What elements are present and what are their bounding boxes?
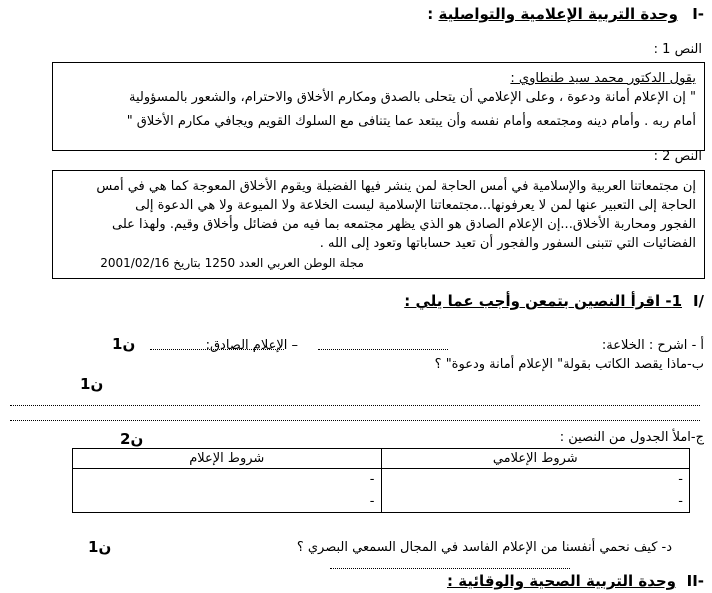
text2-line-2: الحاجة إلى التعبير عنها لمن لا يعرفونها...مجتمعاتنا الإسلامية ليست الخلاعة ولا الميوعة ولا هي الدعوة إلى [135,198,696,213]
table-cell-ilam-1[interactable]: - [73,469,382,491]
question-b-points: 1ن [80,375,104,393]
text2-line-3: الفجور ومحاربة الأخلاق...إن الإعلام الصادق هو الذي يظهر مجتمعه بما فيه من فضائل وأخلاق وقيم. ولهذا على [112,217,696,232]
question-a-points: 1ن [112,335,136,353]
part1-number: I/ [692,292,704,310]
text2-line-1: إن مجتمعاتنا العربية والإسلامية في أمس الحاجة لمن ينشر فيها الفضيلة ويقوم الأخلاق المعوجة كما هي في أمس [96,179,696,194]
text1-box [52,62,705,151]
section1-colon: : [427,5,434,23]
text2-line-4: الفضائيات التي تتبنى السفور والفجور أن تعيد حساباتها وتعود إلى الله . [319,236,696,251]
question-b: ب-ماذا يقصد الكاتب بقولة" الإعلام أمانة ودعوة" ؟ [434,357,704,372]
section1-title [427,5,678,23]
question-a: أ - اشرح : الخلاعة: [601,338,704,353]
answer-line-khalaa[interactable] [318,349,448,350]
text1-intro: يقول الدكتور محمد سيد طنطاوي : [510,71,696,86]
table-cell-ilam-2[interactable]: - [73,491,382,513]
question-c-points: 2ن [120,430,144,448]
text1-line-2: أمام ربه . وأمام دينه ومجتمعه وأمام نفسه وأن يبتعد عما يتنافى مع السلوك القويم ويجافي مكارم الأخلاق " [126,114,696,129]
question-a-part2: – الإعلام الصادق: [205,338,298,353]
answer-line-b-2[interactable] [10,420,700,421]
question-d-points: 1ن [88,538,112,556]
table-header-ilam: شروط الإعلام [73,449,382,469]
section1-number: I- [692,5,704,23]
text2-label: النص 2 : [653,149,702,164]
answer-line-d[interactable] [330,568,570,569]
table-header-ilami: شروط الإعلامي [381,449,690,469]
text2-source: مجلة الوطن العربي العدد 1250 بتاريخ 2001/02/16 [100,256,364,270]
question-c: ج-املأ الجدول من النصين : [559,430,704,445]
text2-box [52,170,705,279]
table-cell-ilami-1[interactable]: - [381,469,690,491]
text1-line-1: " إن الإعلام أمانة ودعوة ، وعلى الإعلامي أن يتحلى بالصدق ومكارم الأخلاق والاحترام، والشعور بالمسؤولية [129,90,696,105]
question-d: د- كيف نحمي أنفسنا من الإعلام الفاسد في المجال السمعي البصري ؟ [296,540,672,555]
answer-line-ilam-sadiq[interactable] [150,349,284,350]
table-cell-ilami-2[interactable]: - [381,491,690,513]
part1-title: 1- اقرأ النصين بتمعن وأجب عما يلي : [404,292,682,310]
text1-label: النص 1 : [653,42,702,57]
answer-line-b-1[interactable] [10,405,700,406]
section2-title: وحدة التربية الصحية والوقائية : [446,572,676,590]
section2-number: II- [686,572,704,590]
conditions-table [72,448,690,513]
section1-title-text: وحدة التربية الإعلامية والتواصلية [438,5,678,23]
